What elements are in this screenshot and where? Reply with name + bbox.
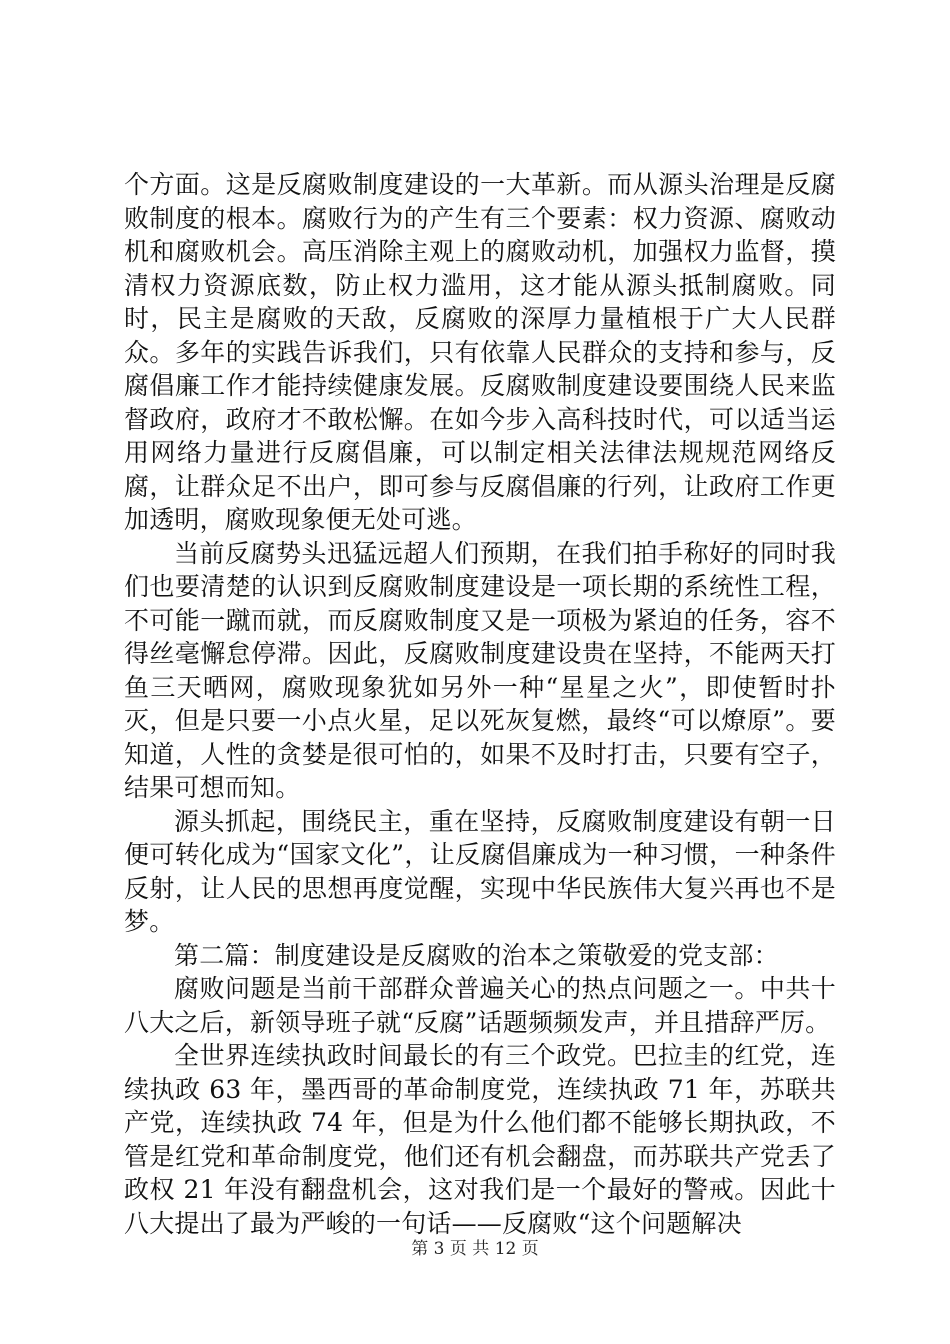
paragraph-5: 全世界连续执政时间最长的有三个政党。巴拉圭的红党，连续执政 63 年，墨西哥的革命制度党，连续执政 71 年，苏联共产党，连续执政 74 年，但是为什么他们都不能够长期执政，不管是红党和革命制度党，他们还有机会翻盘，而苏联共产党丢了政权 21 年没有翻盘机会，这对我们是一个最好的警戒。因此十八大提出了最为严峻的一句话——反腐败“这个问题解决 bbox=[124, 1041, 836, 1238]
section-heading: 第二篇：制度建设是反腐败的治本之策敬爱的党支部： bbox=[174, 940, 779, 970]
paragraph-4: 腐败问题是当前干部群众普遍关心的热点问题之一。中共十八大之后，新领导班子就“反腐”话题频频发声，并且措辞严厉。 bbox=[124, 974, 836, 1037]
paragraph-2: 当前反腐势头迅猛远超人们预期，在我们拍手称好的同时我们也要清楚的认识到反腐败制度建设是一项长期的系统性工程，不可能一蹴而就，而反腐败制度又是一项极为紧迫的任务，容不得丝毫懈怠停滞。因此，反腐败制度建设贵在坚持，不能两天打鱼三天晒网，腐败现象犹如另外一种“星星之火”，即使暂时扑灭，但是只要一小点火星，足以死灰复燃，最终“可以燎原”。要知道，人性的贪婪是很可怕的，如果不及时打击，只要有空子，结果可想而知。 bbox=[124, 538, 836, 802]
paragraph-3: 源头抓起，围绕民主，重在坚持，反腐败制度建设有朝一日便可转化成为“国家文化”，让反腐倡廉成为一种习惯，一种条件反射，让人民的思想再度觉醒，实现中华民族伟大复兴再也不是梦。 bbox=[124, 806, 836, 936]
document-body bbox=[124, 168, 836, 1240]
page-number-footer: 第 3 页 共 12 页 bbox=[411, 1239, 539, 1259]
paragraph-1: 个方面。这是反腐败制度建设的一大革新。而从源头治理是反腐败制度的根本。腐败行为的产生有三个要素：权力资源、腐败动机和腐败机会。高压消除主观上的腐败动机，加强权力监督，摸清权力资源底数，防止权力滥用，这才能从源头抵制腐败。同时，民主是腐败的天敌，反腐败的深厚力量植根于广大人民群众。多年的实践告诉我们，只有依靠人民群众的支持和参与，反腐倡廉工作才能持续健康发展。反腐败制度建设要围绕人民来监督政府，政府才不敢松懈。在如今步入高科技时代，可以适当运用网络力量进行反腐倡廉，可以制定相关法律法规规范网络反腐，让群众足不出户，即可参与反腐倡廉的行列，让政府工作更加透明，腐败现象便无处可逃。 bbox=[124, 170, 836, 534]
